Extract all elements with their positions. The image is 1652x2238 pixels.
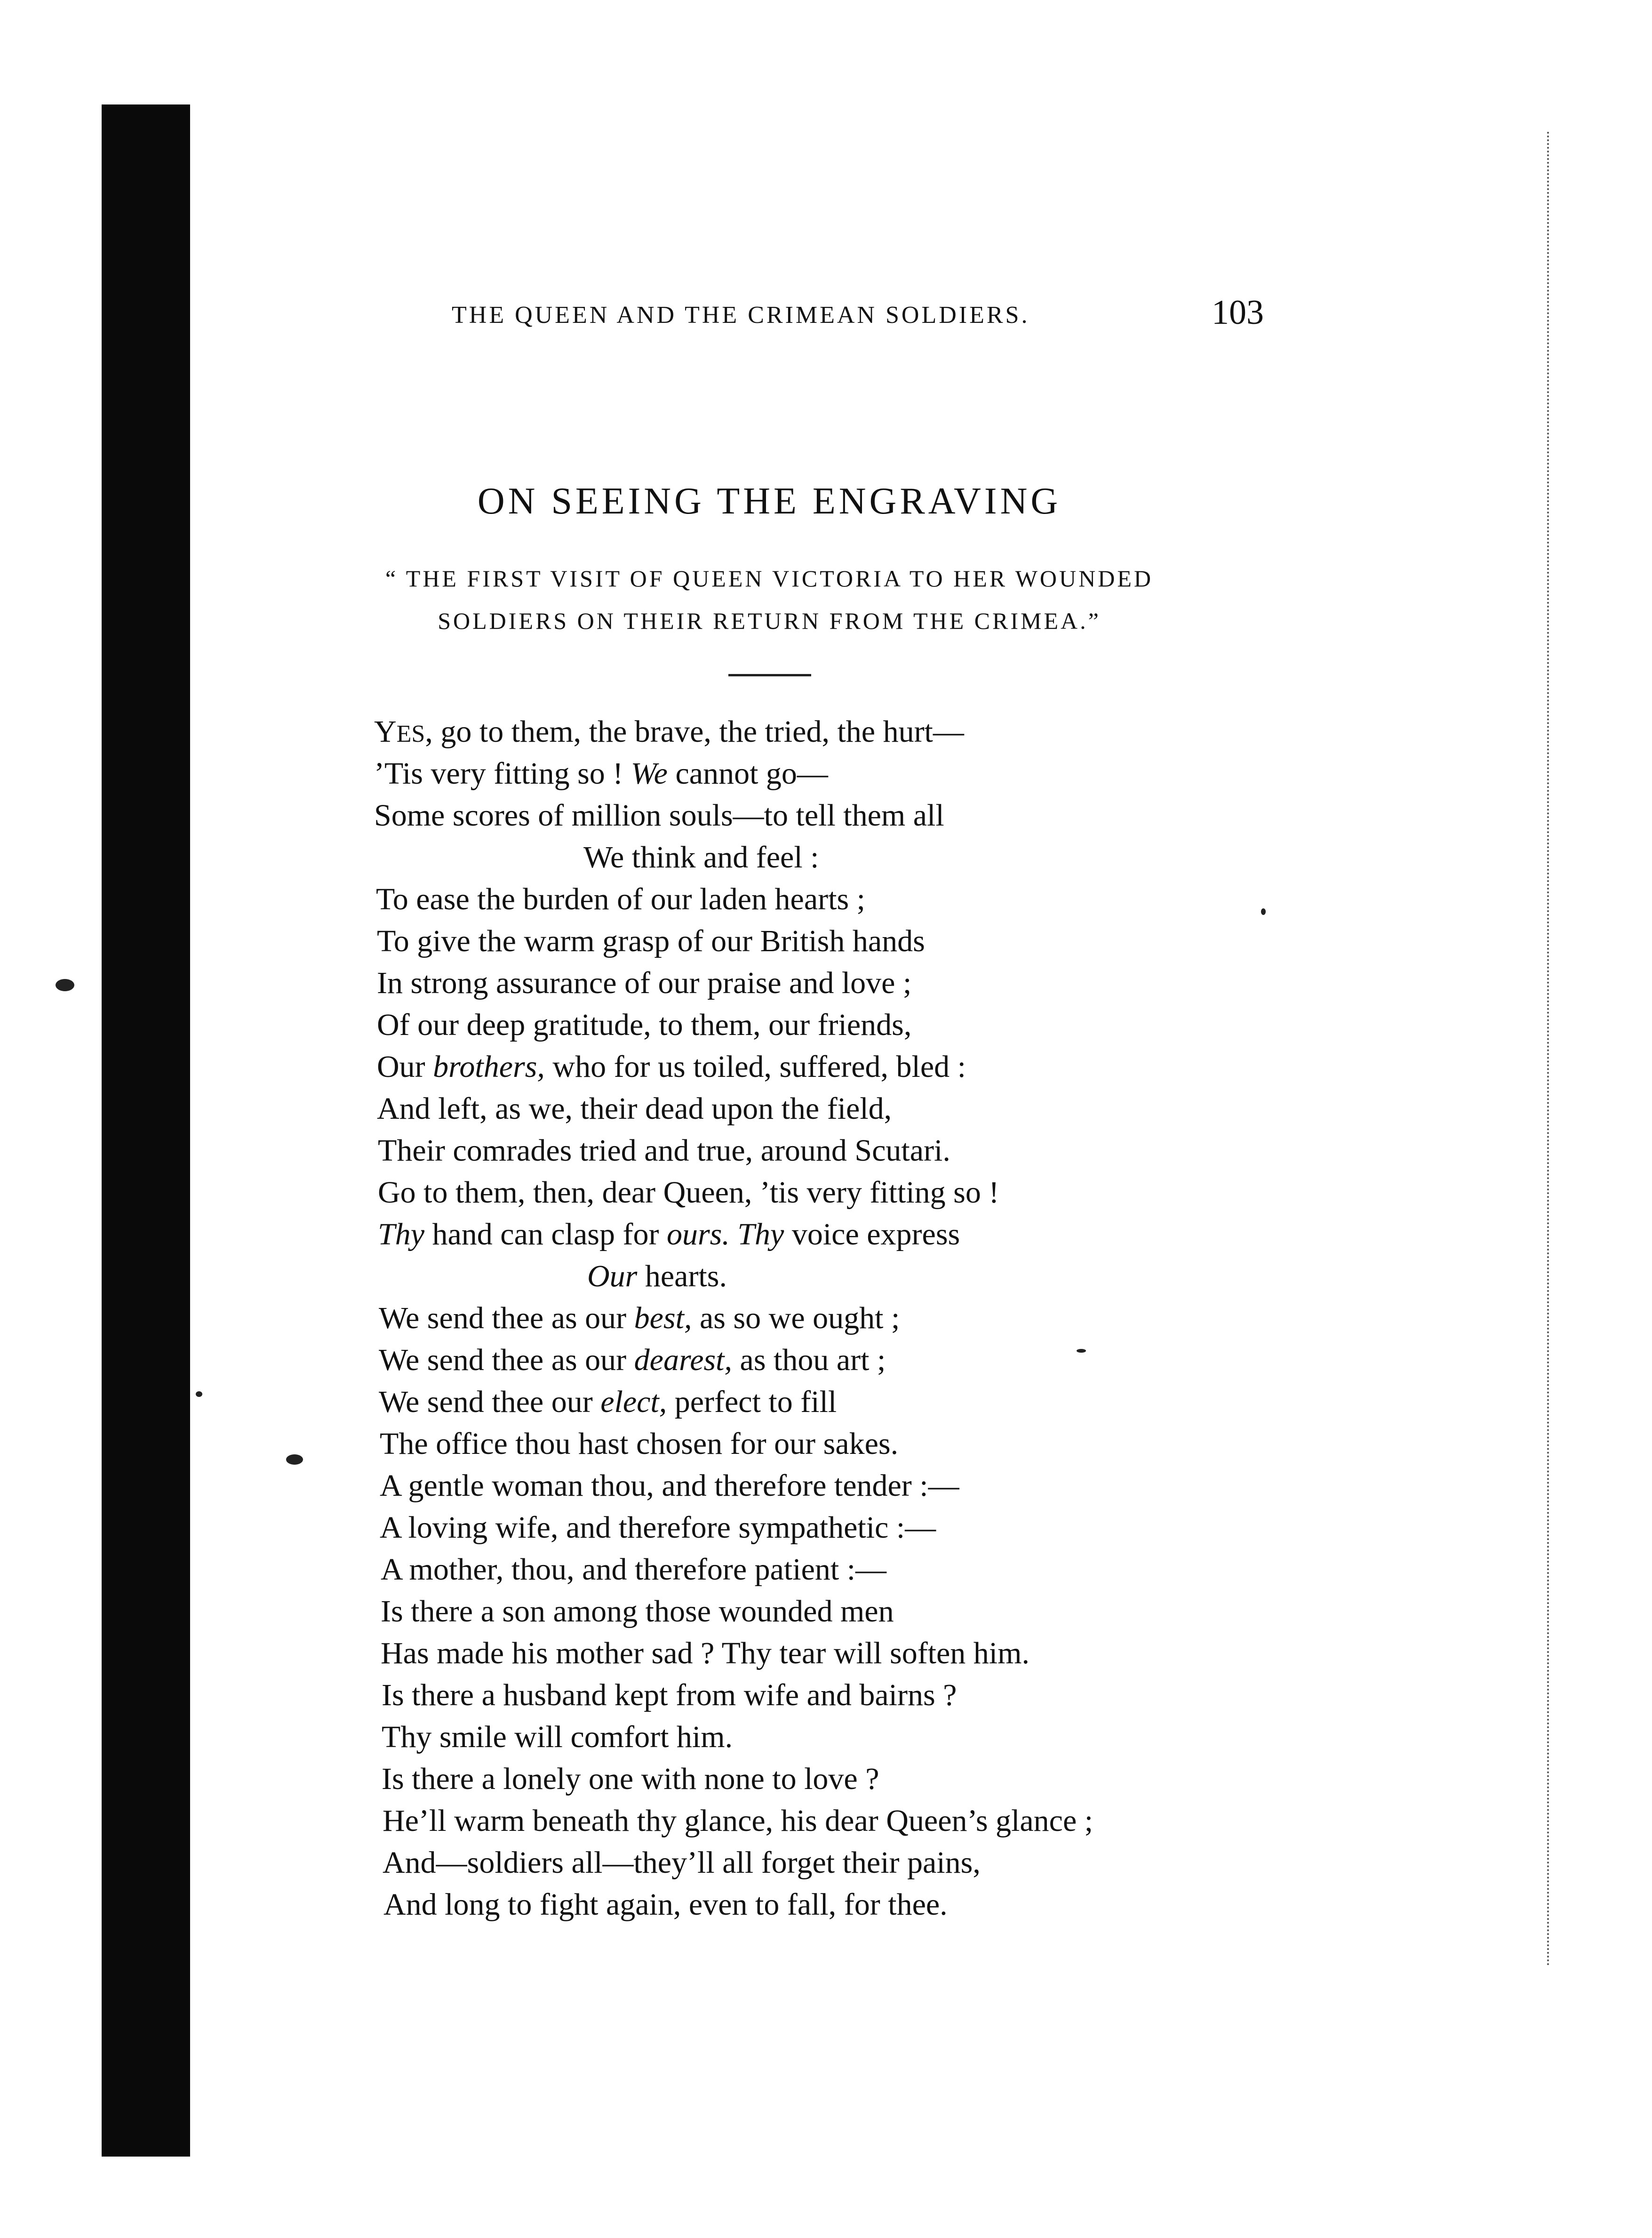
line-text: hearts.	[637, 1259, 727, 1293]
poem-line	[377, 962, 1093, 1004]
line-text: And left, as we, their dead upon the field,	[377, 1091, 892, 1126]
emphasis-text: Our	[587, 1259, 638, 1293]
line-text: as so we ought ;	[692, 1301, 900, 1335]
poem-line	[380, 1423, 1093, 1465]
poem-subtitle-line-1: “ THE FIRST VISIT OF QUEEN VICTORIA TO HER WOUNDED	[385, 565, 1154, 592]
line-text: perfect to fill	[667, 1385, 837, 1419]
line-text: And—soldiers all—they’ll all forget their pains,	[383, 1845, 981, 1880]
line-text: Is there a son among those wounded men	[381, 1594, 894, 1628]
poem-line	[383, 1842, 1093, 1884]
line-text: He’ll warm beneath thy glance, his dear Queen’s glance ;	[383, 1804, 1093, 1838]
poem-subtitle-line-2: SOLDIERS ON THEIR RETURN FROM THE CRIMEA.”	[438, 608, 1101, 634]
poem-line	[376, 878, 1093, 920]
page-number: 103	[1212, 293, 1264, 332]
emphasis-text: We	[630, 756, 668, 791]
poem-line	[378, 1130, 1093, 1171]
line-text: To ease the burden of our laden hearts ;	[376, 882, 865, 916]
poem-line	[377, 1088, 1093, 1130]
scan-speck	[196, 1391, 202, 1397]
line-text: Is there a husband kept from wife and bairns ?	[382, 1678, 957, 1712]
poem-line	[380, 1465, 1093, 1507]
line-text: And long to fight again, even to fall, for thee.	[383, 1887, 948, 1922]
line-text: ’Tis very fitting so !	[374, 756, 631, 791]
poem-line	[374, 753, 1093, 794]
line-text: cannot go—	[667, 756, 828, 791]
poem-line	[378, 1255, 1093, 1297]
poem-line	[378, 1213, 1093, 1255]
line-text: Our	[377, 1050, 433, 1084]
scan-speck	[286, 1454, 303, 1465]
title-divider	[728, 674, 811, 676]
line-text: A gentle woman thou, and therefore tender :—	[380, 1468, 959, 1503]
scan-speck	[1077, 1349, 1086, 1353]
poem-line	[382, 1716, 1093, 1758]
poem-line	[383, 1884, 1093, 1925]
scan-edge-marks	[1547, 132, 1549, 1967]
line-text: A loving wife, and therefore sympathetic :—	[380, 1510, 936, 1545]
poem-line	[381, 1548, 1093, 1590]
poem-line	[374, 836, 1093, 878]
poem-line	[379, 1381, 1093, 1423]
poem-line	[382, 1758, 1093, 1800]
emphasis-text: best,	[634, 1301, 692, 1335]
poem-line	[378, 1171, 1093, 1213]
small-caps-text: ES	[396, 721, 425, 747]
scan-gutter-shadow	[102, 104, 190, 2157]
line-text: , go to them, the brave, the tried, the hurt—	[425, 714, 964, 749]
poem-line	[380, 1507, 1093, 1548]
emphasis-text: elect,	[600, 1385, 667, 1419]
poem-line	[377, 920, 1093, 962]
initial-letter: Y	[374, 714, 397, 749]
poem-title: ON SEEING THE ENGRAVING	[477, 481, 1061, 522]
emphasis-text: Thy	[737, 1217, 784, 1251]
line-text: In strong assurance of our praise and love ;	[377, 966, 912, 1000]
line-text: We send thee as our	[379, 1301, 634, 1335]
line-text	[730, 1217, 738, 1251]
poem-body	[374, 711, 1093, 1925]
poem-line	[382, 1674, 1093, 1716]
line-text: We send thee our	[379, 1385, 601, 1419]
scan-speck	[1261, 908, 1266, 915]
scan-speck	[56, 979, 74, 991]
emphasis-text: dearest,	[634, 1343, 733, 1377]
poem-line	[374, 711, 1093, 753]
line-text: We think and feel :	[583, 840, 819, 874]
poem-line	[381, 1590, 1093, 1632]
line-text: voice express	[784, 1217, 960, 1251]
poem-line	[379, 1297, 1093, 1339]
running-title: THE QUEEN AND THE CRIMEAN SOLDIERS.	[452, 302, 1030, 329]
poem-line	[374, 794, 1093, 836]
poem-line	[377, 1004, 1093, 1046]
line-text: Is there a lonely one with none to love ?	[382, 1762, 879, 1796]
line-text: To give the warm grasp of our British hands	[377, 924, 925, 958]
emphasis-text: Thy	[378, 1217, 424, 1251]
line-text: hand can clasp for	[424, 1217, 667, 1251]
line-text: Some scores of million souls—to tell them all	[374, 798, 944, 833]
line-text: A mother, thou, and therefore patient :—	[381, 1552, 887, 1587]
line-text: The office thou hast chosen for our sakes.	[380, 1427, 899, 1461]
line-text: We send thee as our	[379, 1343, 634, 1377]
poem-line	[377, 1046, 1093, 1088]
emphasis-text: brothers,	[433, 1050, 545, 1084]
poem-line	[383, 1800, 1093, 1842]
poem-line	[381, 1632, 1093, 1674]
line-text: Thy smile will comfort him.	[382, 1720, 733, 1754]
emphasis-text: ours.	[666, 1217, 730, 1251]
line-text: Go to them, then, dear Queen, ’tis very fitting so !	[378, 1175, 999, 1210]
line-text: who for us toiled, suffered, bled :	[544, 1050, 966, 1084]
line-text: as thou art ;	[732, 1343, 886, 1377]
line-text: Of our deep gratitude, to them, our friends,	[377, 1008, 912, 1042]
poem-line	[379, 1339, 1093, 1381]
line-text: Their comrades tried and true, around Scutari.	[378, 1133, 950, 1168]
line-text: Has made his mother sad ? Thy tear will soften him.	[381, 1636, 1030, 1670]
